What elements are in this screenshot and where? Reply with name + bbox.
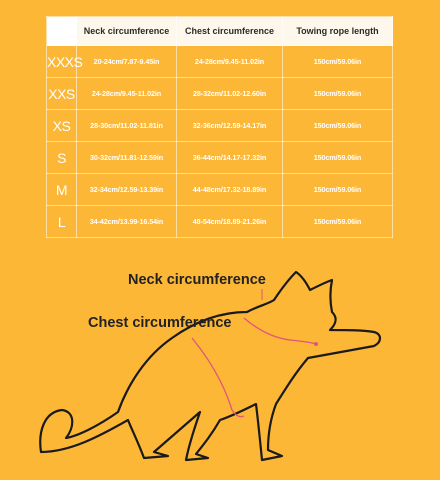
header-chest: Chest circumference [177, 17, 283, 46]
size-cell: M [47, 174, 77, 206]
neck-measure-line [244, 318, 316, 344]
neck-cell: 34-42cm/13.99-16.54in [77, 206, 177, 238]
chest-measure-line [192, 338, 244, 417]
rope-cell: 150cm/59.06in [283, 174, 393, 206]
chest-cell: 24-28cm/9.45-11.02in [177, 46, 283, 78]
rope-cell: 150cm/59.06in [283, 78, 393, 110]
size-cell: XXS [47, 78, 77, 110]
size-cell: XS [47, 110, 77, 142]
size-cell: XXXS [47, 46, 77, 78]
size-cell: L [47, 206, 77, 238]
chest-cell: 44-48cm/17.32-18.89in [177, 174, 283, 206]
cat-outline [40, 272, 380, 460]
chest-cell: 28-32cm/11.02-12.60in [177, 78, 283, 110]
neck-cell: 32-34cm/12.59-13.39in [77, 174, 177, 206]
header-neck: Neck circumference [77, 17, 177, 46]
chest-cell: 32-36cm/12.59-14.17in [177, 110, 283, 142]
neck-cell: 28-30cm/11.02-11.81in [77, 110, 177, 142]
neck-circumference-label: Neck circumference [128, 272, 266, 288]
neck-cell: 30-32cm/11.81-12.59in [77, 142, 177, 174]
neck-cell: 20-24cm/7.87-9.45in [77, 46, 177, 78]
rope-cell: 150cm/59.06in [283, 46, 393, 78]
chest-cell: 48-54cm/18.89-21.26in [177, 206, 283, 238]
neck-cell: 24-28cm/9.45-11.02in [77, 78, 177, 110]
neck-marker-dot [314, 342, 318, 346]
rope-cell: 150cm/59.06in [283, 110, 393, 142]
chest-circumference-label: Chest circumference [88, 315, 232, 331]
header-rope: Towing rope length [283, 17, 393, 46]
rope-cell: 150cm/59.06in [283, 206, 393, 238]
chest-cell: 36-44cm/14.17-17.32in [177, 142, 283, 174]
size-cell: S [47, 142, 77, 174]
rope-cell: 150cm/59.06in [283, 142, 393, 174]
